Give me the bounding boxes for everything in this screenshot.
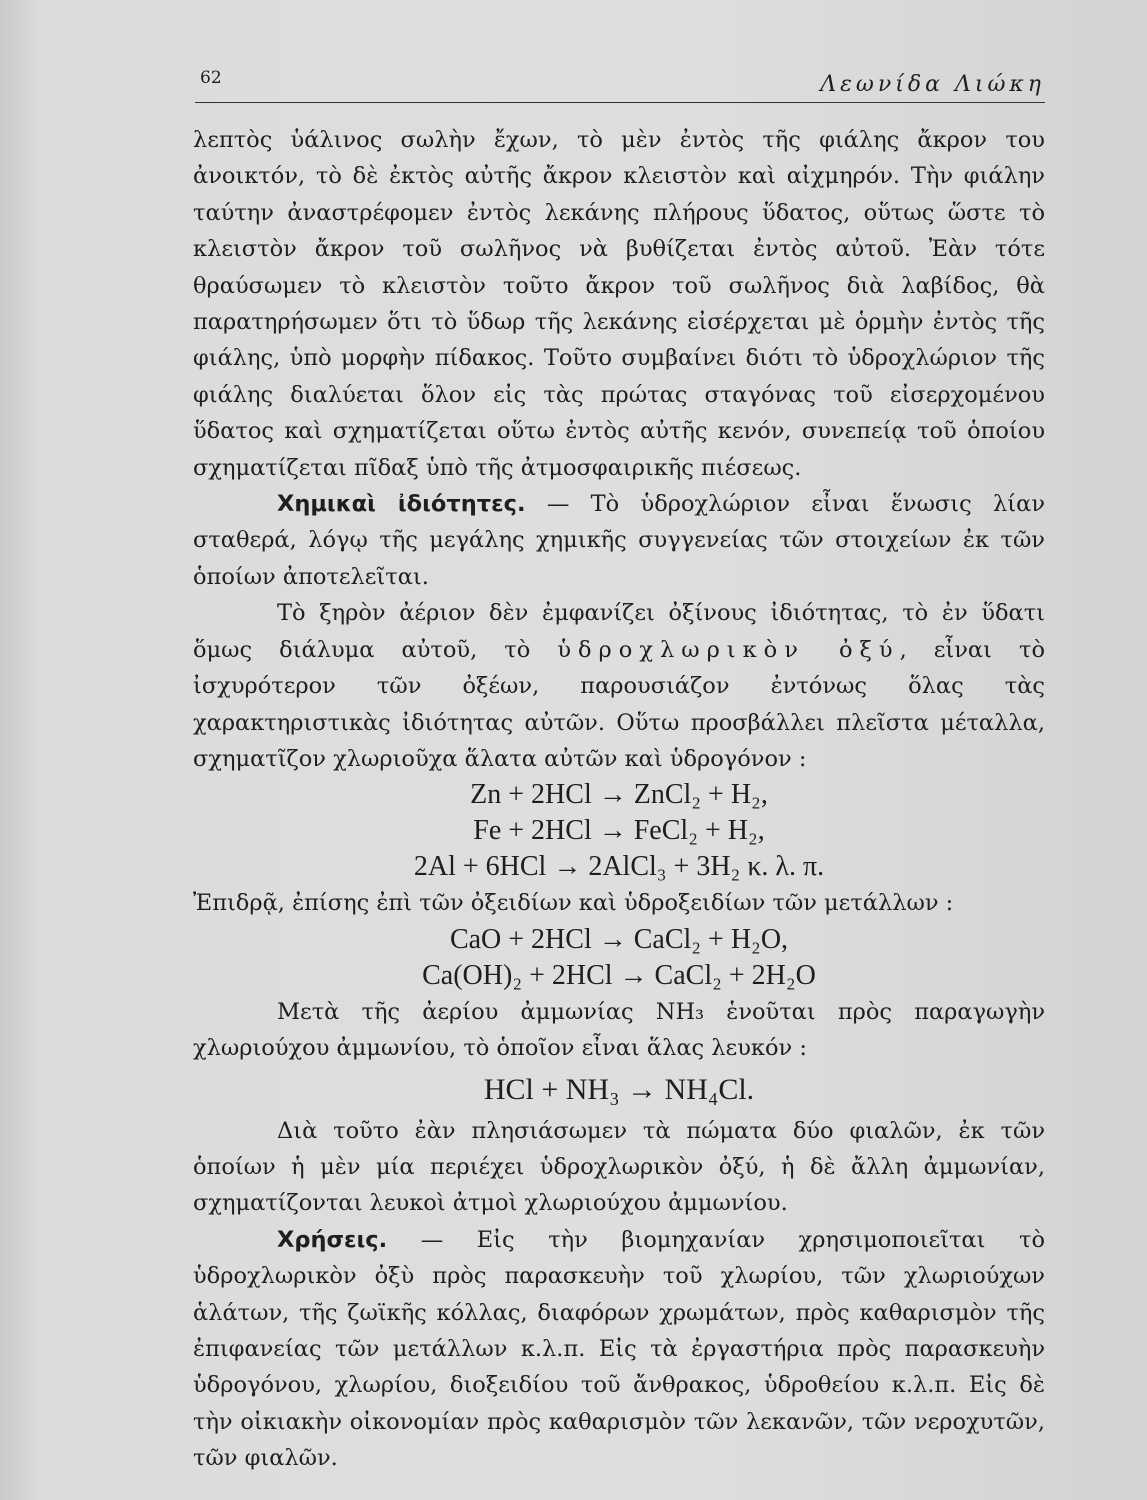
page-header: [195, 68, 1045, 103]
uses-text: — Εἰς τὴν βιομηχανίαν χρησιμοποιεῖται τὸ ὑδροχλωρικὸν ὀξὺ πρὸς παρασκευὴν τοῦ χλωρίου, τῶν χλωριούχων ἁλάτων, τῆς ζωϊκῆς κόλλας, διαφόρων χρωμάτων, πρὸς καθαρισμὸν τῆς ἐπιφανείας τῶν μετάλλων κ.λ.π. Εἰς τὰ ἐργαστήρια πρὸς παρασκευὴν ὑδρογόνου, χλωρίου, διοξειδίου τοῦ ἄνθρακος, ὑδροθείου κ.λ.π. Εἰς δὲ τὴν οἰκιακὴν οἰκονομίαν πρὸς καθαρισμὸν τῶν λεκανῶν, τῶν νεροχυτῶν, τῶν φιαλῶν.: [193, 1226, 1045, 1472]
acid-text-end: , εἶναι τὸ ἰσχυρότερον τῶν ὀξέων, παρουσιάζον ἐντόνως ὅλας τὰς χαρακτηριστικὰς ἰδιότητας αὐτῶν. Οὕτω προσβάλλει πλεῖστα μέταλλα, σχηματῖζον χλωριοῦχα ἅλατα αὐτῶν καὶ ὑδρογόνον :: [193, 636, 1045, 772]
running-head: Λεωνίδα Λιώκη: [820, 72, 1045, 97]
equation-ammonium-chloride: HCl + NH₃ → NH₄Cl.: [483, 1072, 755, 1106]
paragraph-acid: [193, 595, 1045, 777]
page-body: [193, 122, 1045, 1477]
equation-iron: Fe + 2HCl → FeCl₂ + H₂,: [473, 815, 765, 847]
chemical-properties-text: — Τὸ ὑδροχλώριον εἶναι ἕνωσις λίαν σταθερά, λόγῳ τῆς μεγάλης χημικῆς συγγενείας τῶν στοιχείων ἐκ τῶν ὁποίων ἀποτελεῖται.: [193, 491, 1045, 590]
equation-calcium-hydroxide: Ca(OH)₂ + 2HCl → CaCl₂ + 2H₂O: [422, 959, 816, 991]
paragraph-oxides: Ἐπιδρᾷ, ἐπίσης ἐπὶ τῶν ὀξειδίων καὶ ὑδροξειδίων τῶν μετάλλων :: [193, 890, 954, 917]
paragraph-white-fumes: Διὰ τοῦτο ἐὰν πλησιάσωμεν τὰ πώματα δύο φιαλῶν, ἐκ τῶν ὁποίων ἡ μὲν μία περιέχει ὑδροχλωρικὸν ὀξύ, ἡ δὲ ἄλλη ἀμμωνίαν, σχηματίζονται λευκοὶ ἀτμοὶ χλωριούχου ἀμμωνίου.: [193, 1117, 1045, 1217]
equation-aluminium: 2Al + 6HCl → 2AlCl₃ + 3H₂ κ. λ. π.: [413, 851, 825, 883]
section-heading-chemical-properties: Χημικαὶ ἰδιότητες.: [277, 491, 526, 518]
paragraph-experiment: λεπτὸς ὑάλινος σωλὴν ἔχων, τὸ μὲν ἐντὸς τῆς φιάλης ἄκρον του ἀνοικτόν, τὸ δὲ ἐκτὸς αὐτῆς ἄκρον κλειστὸν καὶ αἰχμηρόν. Τὴν φιάλην ταύτην ἀναστρέφομεν ἐντὸς λεκάνης πλήρους ὕδατος, οὕτως ὥστε τὸ κλειστὸν ἄκρον τοῦ σωλῆνος νὰ βυθίζεται ἐντὸς αὐτοῦ. Ἐὰν τότε θραύσωμεν τὸ κλειστὸν τοῦτο ἄκρον τοῦ σωλῆνος διὰ λαβίδος, θὰ παρατηρήσωμεν ὅτι τὸ ὕδωρ τῆς λεκάνης εἰσέρχεται μὲ ὁρμὴν ἐντὸς τῆς φιάλης, ὑπὸ μορφὴν πίδακος. Τοῦτο συμβαίνει διότι τὸ ὑδροχλώριον τῆς φιάλης διαλύεται ὅλον εἰς τὰς πρώτας σταγόνας τοῦ εἰσερχομένου ὕδατος καὶ σχηματίζεται οὕτω ἐντὸς αὐτῆς κενόν, συνεπείᾳ τοῦ ὁποίου σχηματίζεται πῖδαξ ὑπὸ τῆς ἀτμοσφαιρικῆς πιέσεως.: [193, 127, 1045, 481]
paragraph-chemical-properties: [193, 486, 1045, 595]
paragraph-uses: [193, 1222, 1045, 1477]
page-number: 62: [200, 68, 222, 88]
acid-name-spaced: ὑδροχλωρικὸν ὀξύ: [557, 636, 900, 663]
equation-calcium-oxide: CaO + 2HCl → CaCl₂ + H₂O,: [449, 923, 789, 955]
acid-text-start: Τὸ ξηρὸν ἀέριον δὲν ἐμφανίζει ὀξίνους ἰδιότητας, τὸ ἐν ὕδατι ὅμως διάλυμα αὐτοῦ, τὸ: [193, 600, 1045, 663]
section-heading-uses: Χρήσεις.: [277, 1226, 388, 1253]
equation-zinc: Zn + 2HCl → ZnCl₂ + H₂,: [470, 779, 768, 811]
paragraph-ammonia: Μετὰ τῆς ἀερίου ἀμμωνίας NH₃ ἑνοῦται πρὸς παραγωγὴν χλωριούχου ἀμμωνίου, τὸ ὁποῖον εἶναι ἅλας λευκόν :: [193, 998, 1045, 1062]
